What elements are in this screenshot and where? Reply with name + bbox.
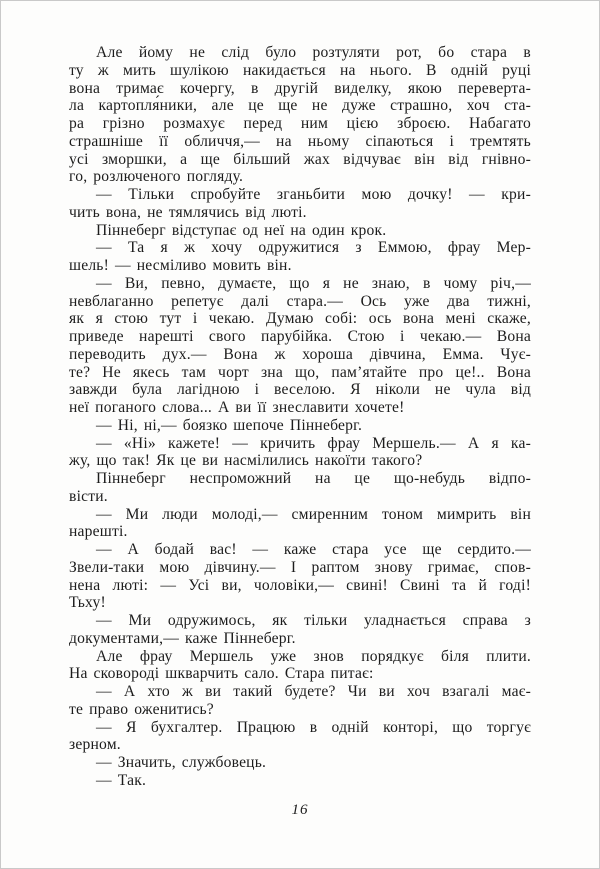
text-line: — Ви, певно, думаєте, що я не знаю, в чому річ,— [96, 274, 531, 292]
text-line: Звели-таки мою дівчину.— І раптом знову гримає, спов- [69, 558, 531, 576]
text-line: те? Не якесь там чорт зна що, пам’ятайте про це!.. Вона [69, 363, 531, 381]
text-line: страшніше її обличчя,— на ньому сіпаються і тремтять [69, 132, 531, 150]
text-line: чить вона, не тямлячись від люті. [69, 203, 307, 221]
text-line: неї поганого слова... А ви її знеславити хочете! [69, 399, 405, 416]
text-line: приведе нарешті свого парубійка. Стою і чекаю.— Вона [69, 328, 531, 345]
text-column [69, 44, 531, 790]
text-line: завжди була лагідною і веселою. Я ніколи не чула від [69, 381, 531, 399]
text-line: Піннеберг відступає од неї на один крок. [96, 221, 387, 239]
text-line: переводить дух.— Вона ж хороша дівчина, Емма. Чує- [69, 345, 531, 363]
text-line: документами,— каже Піннеберг. [69, 629, 296, 647]
text-line: нена люті: — Усі ви, чоловіки,— свині! Свині та й годі! [69, 576, 531, 594]
text-line: — А бодай вас! — каже стара усе ще сердито.— [96, 541, 531, 558]
text-line: Але фрау Мершель уже знов порядкує біля плити. [96, 647, 531, 665]
text-line: вона тримає кочергу, в другій виделку, якою переверта- [69, 79, 531, 97]
text-line: — Ми люди молоді,— смиренним тоном мимрить він [96, 505, 531, 523]
text-line: Піннеберг неспроможний на це що-небудь відпо- [96, 470, 531, 487]
text-line: — А хто ж ви такий будете? Чи ви хоч взагалі має- [96, 683, 531, 700]
text-line: зерном. [69, 736, 121, 754]
text-line: шель! — несміливо мовить він. [69, 257, 292, 274]
text-line: — Значить, службовець. [96, 754, 267, 771]
text-line: ла картопля́ники, але це ще не дуже страшно, хоч ста- [69, 97, 531, 115]
text-line: — Тільки спробуйте зганьбити мою дочку! — кри- [96, 186, 531, 203]
text-line: го, розлюченого погляду. [69, 168, 244, 186]
text-line: жу, що так! Як це ви насмілились накоїти такого? [69, 452, 423, 470]
text-line: ра грізно розмахує перед ним цією зброєю. Набагато [69, 115, 531, 132]
text-line: вісти. [69, 487, 108, 505]
text-line: Але йому не слід було розтуляти рот, бо стара в [96, 44, 531, 61]
text-line: — Ми одружимось, як тільки уладнається справа з [96, 612, 531, 629]
text-line: — Так. [96, 771, 147, 789]
text-line: — Я бухгалтер. Працюю в одній конторі, що торгує [96, 718, 531, 736]
text-line: — Ні, ні,— боязко шепоче Піннеберг. [96, 416, 363, 434]
text-line: усі зморшки, а ще більший жах відчуває він від гнівно- [69, 150, 531, 168]
page-number: 16 [291, 802, 309, 818]
text-line: — Та я ж хочу одружитися з Еммою, фрау Мер- [96, 239, 531, 257]
text-line: нарешті. [69, 523, 128, 541]
text-line: — «Ні» кажете! — кричить фрау Мершель.— А я ка- [96, 434, 531, 452]
text-line: На сковороді шкварчить сало. Стара питає: [69, 665, 374, 683]
text-line: невблаганно репетує далі стара.— Ось уже два тижні, [69, 292, 531, 310]
text-line: як я стою тут і чекаю. Думаю собі: ось вона мені скаже, [69, 310, 531, 328]
text-line: Тьху! [69, 594, 106, 612]
text-line: ту ж мить шулікою накидається на нього. В одній руці [69, 61, 531, 79]
text-line: те право оженитись? [69, 700, 214, 718]
